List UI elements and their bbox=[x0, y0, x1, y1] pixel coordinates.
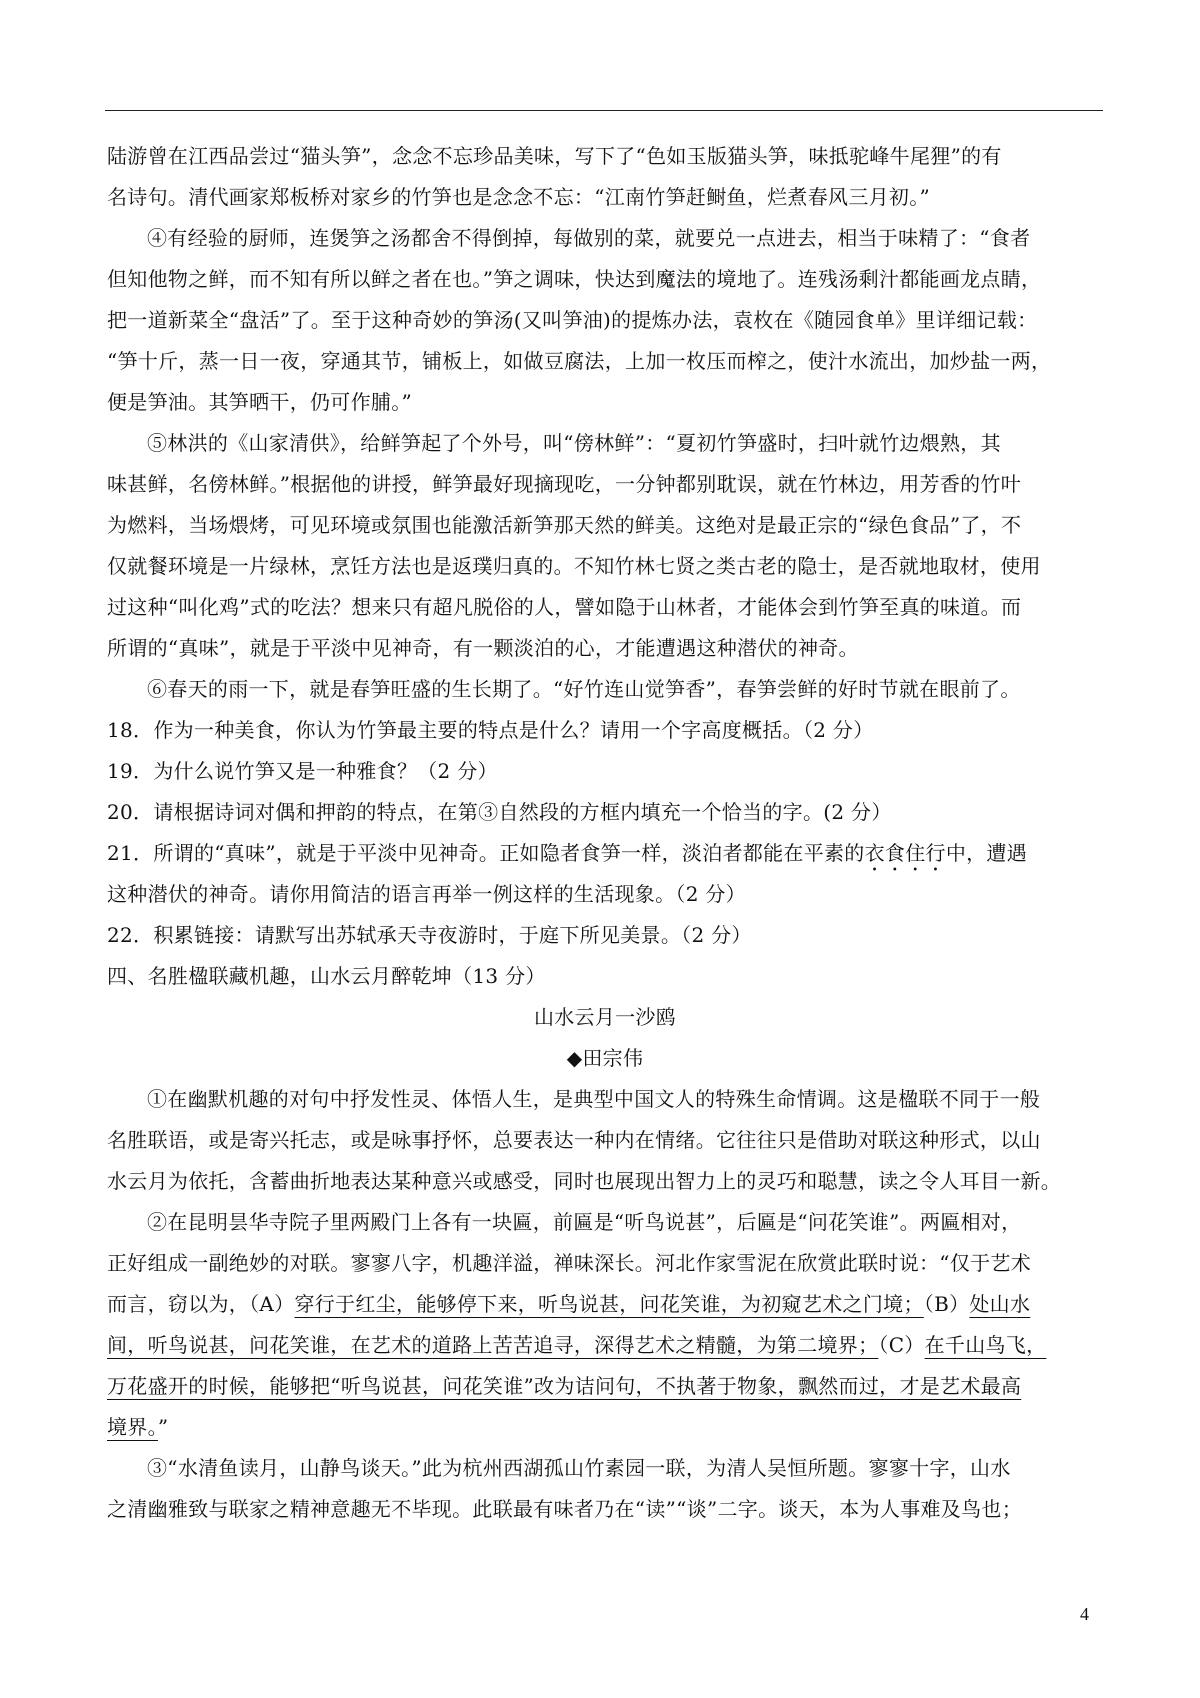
text-line: 所谓的“真味”，就是于平淡中见神奇，有一颗淡泊的心，才能遭遇这种潜伏的神奇。 bbox=[107, 636, 859, 660]
text-line: 正好组成一副绝妙的对联。寥寥八字，机趣洋溢，禅味深长。河北作家雪泥在欣赏此联时说：“仅于艺术 bbox=[107, 1251, 1032, 1275]
underlined-text-c: 境界。 bbox=[107, 1415, 158, 1439]
text-line: 过这种“叫化鸡”式的吃法？想来只有超凡脱俗的人，譬如隐于山林者，才能体会到竹笋至真的味道。而 bbox=[107, 595, 1022, 619]
text-line: 仅就餐环境是一片绿林，烹饪方法也是返璞归真的。不知竹林七贤之类古老的隐士，是否就地取材，使用 bbox=[107, 554, 1041, 578]
text-line: 间，听鸟说甚，问花笑谁，在艺术的道路上苦苦追寻，深得艺术之精髓，为第二境界；（C）在千山鸟飞， bbox=[107, 1333, 1047, 1357]
text-line: 陆游曾在江西品尝过“猫头笋”，念念不忘珍品美味，写下了“色如玉版猫头笋，味抵驼峰牛尾狸”的有 bbox=[107, 144, 1002, 168]
paragraph-1: ①在幽默机趣的对句中抒发性灵、体悟人生，是典型中国文人的特殊生命情调。这是楹联不同于一般 bbox=[147, 1087, 1041, 1111]
underlined-text-b: 处山水 bbox=[969, 1292, 1031, 1316]
text-line bbox=[107, 1366, 1103, 1407]
text-line: 名诗句。清代画家郑板桥对家乡的竹笋也是念念不忘：“江南竹笋赶鲥鱼，烂煮春风三月初。” bbox=[107, 185, 931, 209]
underlined-text-a: 穿行于红尘，能够停下来，听鸟说甚，问花笑谁，为初窥艺术之门境； bbox=[294, 1292, 924, 1316]
underlined-text-b: 间，听鸟说甚，问花笑谁，在艺术的道路上苦苦追寻，深得艺术之精髓，为第二境界； bbox=[107, 1333, 879, 1357]
question-22: 22．积累链接：请默写出苏轼承天寺夜游时，于庭下所见美景。（2 分） bbox=[107, 923, 752, 947]
text-line: 这种潜伏的神奇。请你用简洁的语言再举一例这样的生活现象。（2 分） bbox=[107, 882, 746, 906]
question-21: 21．所谓的“真味”，就是于平淡中见神奇。正如隐者食笋一样，淡泊者都能在平素的衣食住行中，遭遇 bbox=[107, 841, 1028, 865]
text-line: 之清幽雅致与联家之精神意趣无不毕现。此联最有味者乃在“读”“谈”二字。谈天，本为人事难及鸟也； bbox=[107, 1497, 1022, 1521]
section-heading: 四、名胜楹联藏机趣，山水云月醉乾坤（13 分） bbox=[107, 964, 546, 988]
article-title: 山水云月一沙鸥 bbox=[533, 1005, 677, 1029]
underlined-text-c: 在千山鸟飞， bbox=[924, 1333, 1047, 1357]
paragraph-2: ②在昆明昙华寺院子里两殿门上各有一块匾，前匾是“听鸟说甚”，后匾是“问花笑谁”。两匾相对， bbox=[147, 1210, 1022, 1234]
text-line: 为燃料，当场煨烤，可见环境或氛围也能激活新笋那天然的鲜美。这绝对是最正宗的“绿色食品”了，不 bbox=[107, 513, 1022, 537]
text-line: 而言，窃以为，（A）穿行于红尘，能够停下来，听鸟说甚，问花笑谁，为初窥艺术之门境；（B）处山水 bbox=[107, 1292, 1031, 1316]
text-line: 境界。” bbox=[107, 1415, 169, 1439]
question-19: 19．为什么说竹笋又是一种雅食？（2 分） bbox=[107, 759, 498, 783]
text-line: 水云月为依托，含蓄曲折地表达某种意兴或感受，同时也展现出智力上的灵巧和聪慧，读之令人耳目一新。 bbox=[107, 1169, 1062, 1193]
text-line: 味甚鲜，名傍林鲜。”根据他的讲授，鲜笋最好现摘现吃，一分钟都别耽误，就在竹林边，用芳香的竹叶 bbox=[107, 472, 1022, 496]
document-body bbox=[107, 136, 1103, 1530]
text-line: 名胜联语，或是寄兴托志，或是咏事抒怀，总要表达一种内在情绪。它往往只是借助对联这种形式，以山 bbox=[107, 1128, 1041, 1152]
paragraph-5: ⑤林洪的《山家清供》，给鲜笋起了个外号，叫“傍林鲜”：“夏初竹笋盛时，扫叶就竹边煨熟，其 bbox=[147, 431, 1001, 455]
text-line: 便是笋油。其笋晒干，仍可作脯。” bbox=[107, 390, 413, 414]
text-line: 把一道新菜全“盘活”了。至于这种奇妙的笋汤(又叫笋油)的提炼办法，袁枚在《随园食单》里详细记载： bbox=[107, 308, 1038, 332]
paragraph-3: ③“水清鱼读月，山静鸟谈天。”此为杭州西湖孤山竹素园一联，为清人吴恒所题。寥寥十字，山水 bbox=[147, 1456, 1011, 1480]
article-author: ◆田宗伟 bbox=[566, 1046, 644, 1070]
question-20: 20．请根据诗词对偶和押韵的特点，在第③自然段的方框内填充一个恰当的字。(2 分） bbox=[107, 800, 892, 824]
underlined-text-c: 万花盛开的时候，能够把“听鸟说甚，问花笑谁”改为诘问句，不执著于物象，飘然而过，才是艺术最高 bbox=[107, 1374, 1022, 1398]
question-18: 18．作为一种美食，你认为竹笋最主要的特点是什么？请用一个字高度概括。（2 分） bbox=[107, 718, 874, 742]
paragraph-6: ⑥春天的雨一下，就是春笋旺盛的生长期了。“好竹连山觉笋香”，春笋尝鲜的好时节就在眼前了。 bbox=[147, 677, 1021, 701]
emphasized-text: 衣食住行 bbox=[864, 841, 946, 865]
header-rule bbox=[105, 110, 1103, 111]
text-line: “笋十斤，蒸一日一夜，穿通其节，铺板上，如做豆腐法，上加一枚压而榨之，使汁水流出，加炒盐一两， bbox=[107, 349, 1052, 373]
paragraph-4: ④有经验的厨师，连煲笋之汤都舍不得倒掉，每做别的菜，就要兑一点进去，相当于味精了：“食者 bbox=[147, 226, 1031, 250]
page-number: 4 bbox=[1080, 1604, 1089, 1624]
text-line: 但知他物之鲜，而不知有所以鲜之者在也。”笋之调味，快达到魔法的境地了。连残汤剩汁都能画龙点睛， bbox=[107, 267, 1042, 291]
